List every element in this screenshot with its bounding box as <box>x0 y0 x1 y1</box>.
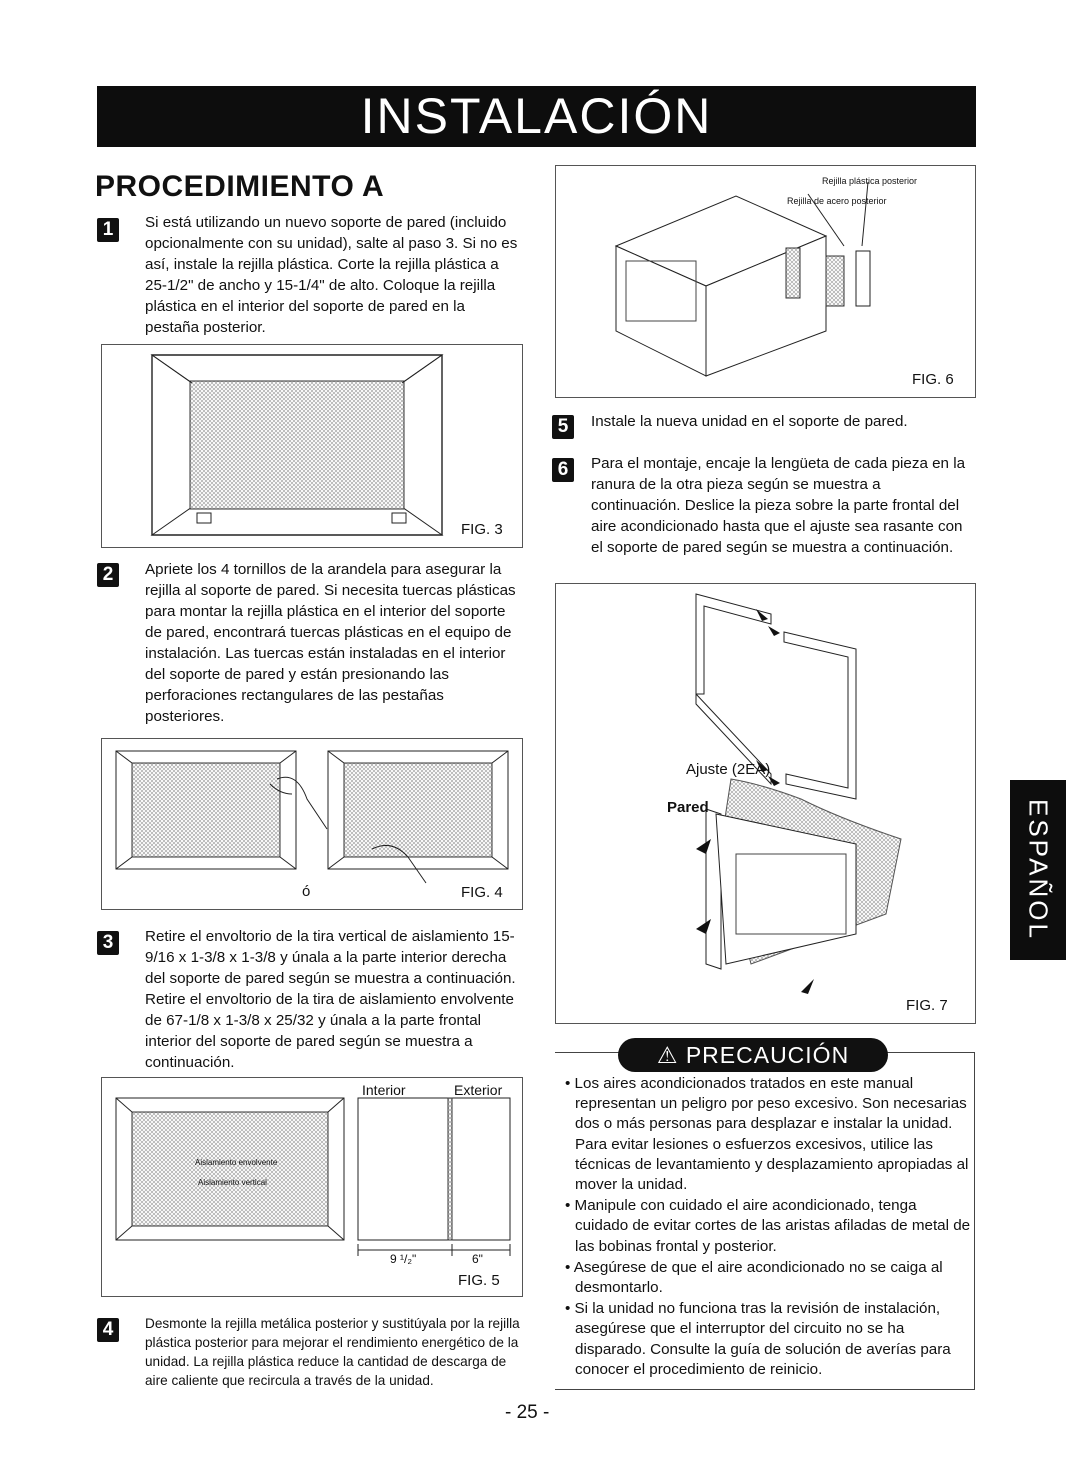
figure-5 <box>101 1077 523 1297</box>
step-3-text: Retire el envoltorio de la tira vertical de aislamiento 15-9/16 x 1-3/8 x 1-3/8 y únala a la parte interior derecha del soporte de pared según se muestra a continuación. Retire el envoltorio de la tira de aislamiento envolvente de 67-1/8 x 1-3/8 x 25/32 y únala a la parte frontal interior del soporte de pared según se muestra a continuación. <box>145 928 516 1071</box>
precaution-title: PRECAUCIÓN <box>685 1042 850 1068</box>
fig3-label: FIG. 3 <box>461 521 503 538</box>
step-1-text: Si está utilizando un nuevo soporte de pared (incluido opcionalmente con su unidad), salte al paso 3. Si no es así, instale la rejilla plástica. Corte la rejilla plástica a 25-1/2" de ancho y 15-1/4" de alto. Coloque la rejilla plástica en el interior del soporte de pared en la pestaña posterior. <box>145 214 518 336</box>
figure-4 <box>101 738 523 910</box>
figure-6 <box>555 165 976 398</box>
fig4-or: ó <box>302 883 311 900</box>
step-5-number: 5 <box>552 415 574 439</box>
fig6-label: FIG. 6 <box>912 371 954 388</box>
page-number: - 25 - <box>505 1402 550 1423</box>
figure-3 <box>101 344 523 548</box>
precaution-bullet: • Los aires acondicionados tratados en este manual representan un peligro por peso excesivo. Son necesarias dos o más personas para desplazar e instalar la unidad. Para evitar lesiones o esfuerzos excesivos, utilice las técnicas de levantamiento y desplazamiento apropiadas al mover la unidad. <box>565 1075 969 1194</box>
fig5-dim1: 9 ¹/₂" <box>390 1252 417 1266</box>
step-6-number: 6 <box>552 458 574 482</box>
fig4-illustration <box>102 739 522 909</box>
fig5-interior: Interior <box>362 1082 406 1098</box>
fig7-pared: Pared <box>667 799 709 816</box>
fig7-label: FIG. 7 <box>906 997 948 1014</box>
step-5-text: Instale la nueva unidad en el soporte de pared. <box>591 413 908 430</box>
step-4-text: Desmonte la rejilla metálica posterior y sustitúyala por la rejilla plástica posterior para mejorar el rendimiento energético de la unidad. La rejilla plástica reduce la cantidad de descarga de aire caliente que recircula a través de la unidad. <box>145 1316 520 1388</box>
step-3-number: 3 <box>97 931 119 955</box>
fig5-exterior: Exterior <box>454 1082 503 1098</box>
precaution-bullet: • Asegúrese de que el aire acondicionado no se caiga al desmontarlo. <box>565 1258 943 1297</box>
fig3-illustration <box>102 345 522 547</box>
fig4-label: FIG. 4 <box>461 884 503 901</box>
section-banner: INSTALACIÓN <box>97 86 976 147</box>
fig5-vertical-label: Aislamiento vertical <box>198 1178 267 1187</box>
fig5-wrap-label: Aislamiento envolvente <box>195 1158 278 1167</box>
step-1-number: 1 <box>97 218 119 242</box>
warning-icon: ⚠ <box>656 1042 686 1068</box>
step-6-text: Para el montaje, encaje la lengüeta de cada pieza en la ranura de la otra pieza según se muestra a continuación. Deslice la pieza sobre la parte frontal del aire acondicionado hasta que el ajuste sea rasante con el soporte de pared según se muestra a continuación. <box>591 455 966 556</box>
step-2-text: Apriete los 4 tornillos de la arandela para asegurar la rejilla al soporte de pared. Si necesita tuercas plásticas para montar la rejilla plástica en el interior del soporte de pared, encontrará tuercas plásticas en el equipo de instalación. Las tuercas están instaladas en el interior del soporte de pared y están presionando las perforaciones rectangulares de las pestañas posteriores. <box>145 561 516 725</box>
fig7-ajuste: Ajuste (2EA) <box>686 761 771 778</box>
language-tab <box>1010 780 1066 960</box>
step-2-number: 2 <box>97 563 119 587</box>
fig6-callout-plastic: Rejilla plástica posterior <box>822 176 918 186</box>
fig6-illustration <box>556 166 975 397</box>
precaution-bullet: • Manipule con cuidado el aire acondicionado, tenga cuidado de evitar cortes de las aristas afiladas de metal de las bobinas frontal y posterior. <box>565 1197 971 1255</box>
procedure-title: PROCEDIMIENTO A <box>95 170 385 203</box>
fig5-dim2: 6" <box>472 1252 483 1266</box>
fig5-illustration <box>102 1078 522 1296</box>
precaution-bullet: • Si la unidad no funciona tras la revisión de instalación, asegúrese que el interruptor del circuito no se ha disparado. Consulte la guía de solución de averías para conocer el procedimiento de reinicio. <box>565 1300 951 1378</box>
language-tab-label: ESPAÑOL <box>1023 799 1054 941</box>
precaution-header <box>618 1038 888 1072</box>
precaution-list <box>561 1074 971 1381</box>
step-4-number: 4 <box>97 1318 119 1342</box>
fig5-label: FIG. 5 <box>458 1272 500 1289</box>
fig7-illustration <box>556 584 975 1023</box>
fig6-callout-steel: Rejilla de acero posterior <box>787 196 887 206</box>
figure-7 <box>555 583 976 1024</box>
